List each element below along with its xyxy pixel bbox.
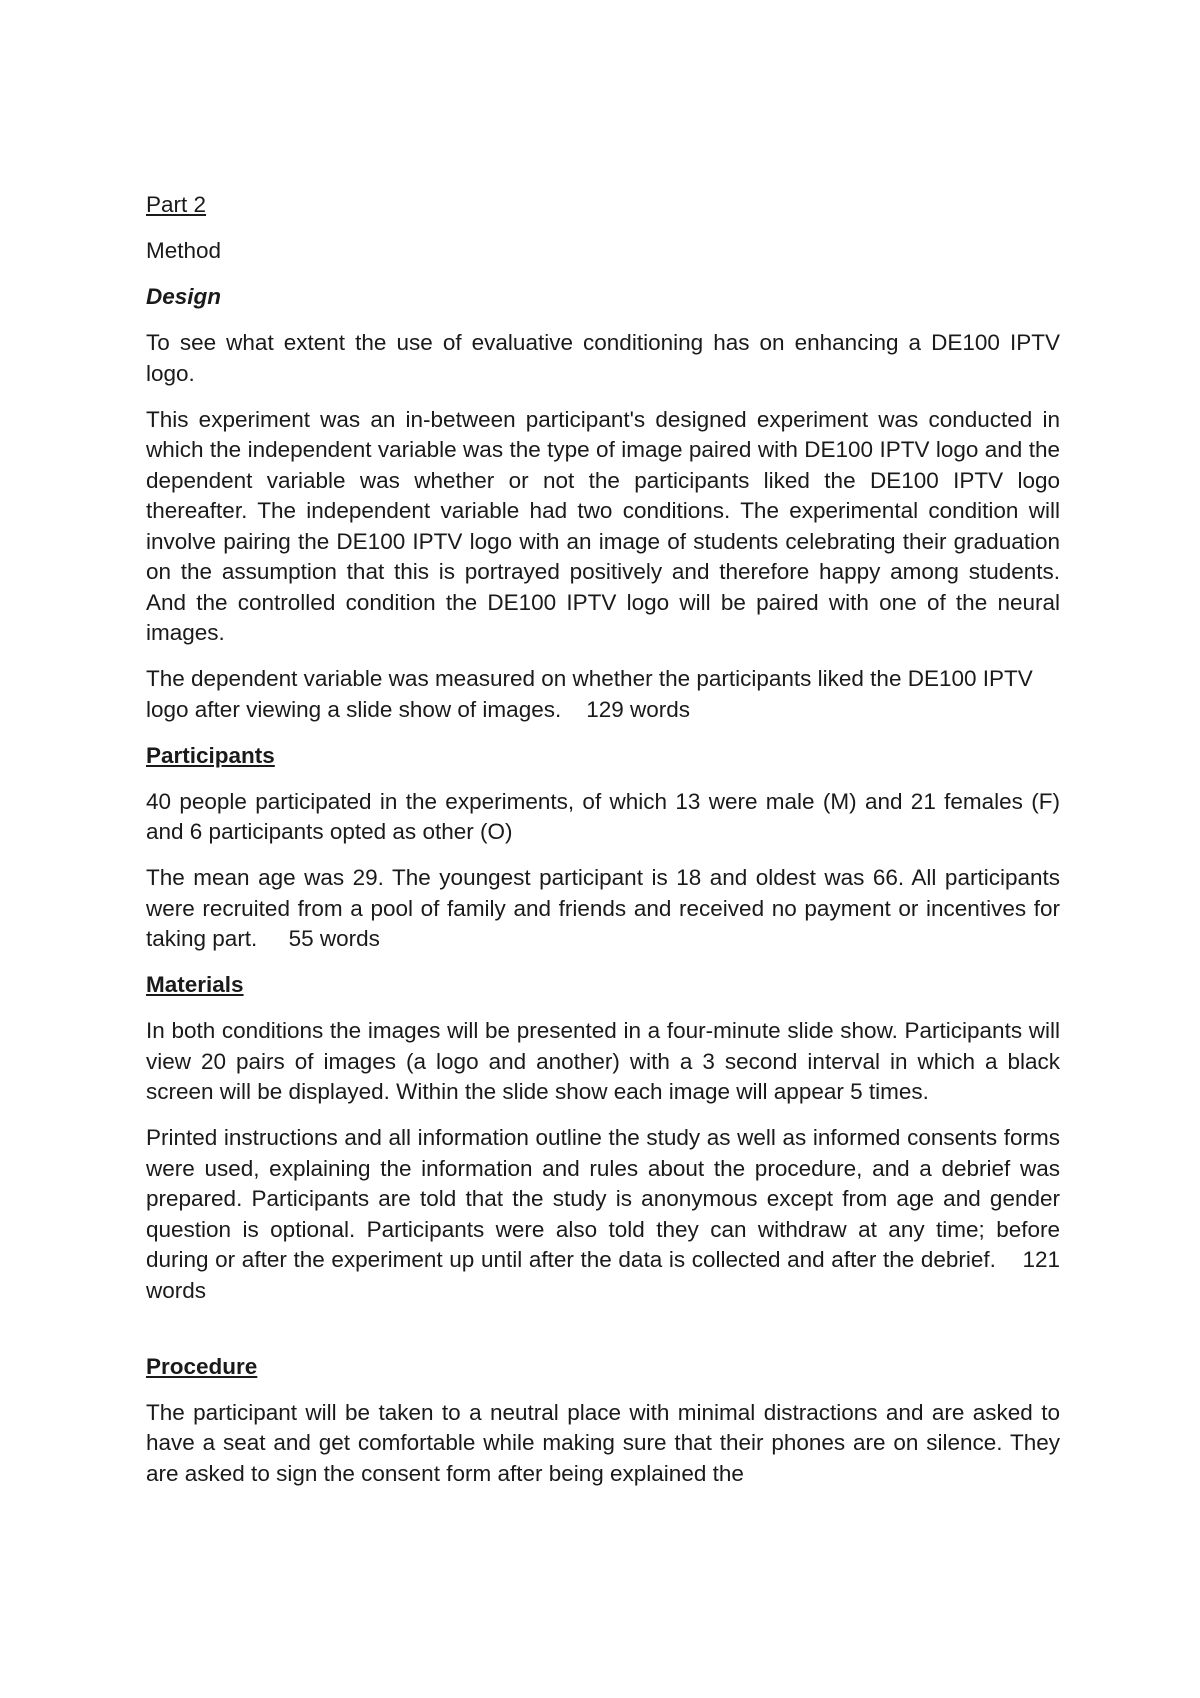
materials-heading: Materials	[146, 972, 244, 997]
design-paragraph: This experiment was an in-between participant's designed experiment was conducted in which the independent variable was the type of image paired with DE100 IPTV logo and the dependent variable was whether or not the participants liked the DE100 IPTV logo thereafter. The independent variable had two conditions. The experimental condition will involve pairing the DE100 IPTV logo with an image of students celebrating their graduation on the assumption that this is portrayed positively and therefore happy among students. And the controlled condition the DE100 IPTV logo will be paired with one of the neural images.	[146, 406, 1060, 645]
word-count: 121 words	[146, 1247, 1060, 1303]
design-heading: Design	[146, 284, 222, 309]
materials-paragraph: In both conditions the images will be presented in a four-minute slide show. Participants will view 20 pairs of images (a logo and another) with a 3 second interval in which a black screen will be displayed. Within the slide show each image will appear 5 times.	[146, 1018, 1060, 1104]
participants-paragraph: The mean age was 29. The youngest participant is 18 and oldest was 66. All participants were recruited from a pool of family and friends and received no payment or incentives for taking part. 55 words	[146, 865, 1060, 951]
design-paragraph: To see what extent the use of evaluative conditioning has on enhancing a DE100 IPTV logo.	[146, 330, 1060, 386]
participants-heading: Participants	[146, 742, 275, 768]
section-heading: Method	[146, 238, 222, 263]
participants-paragraph: 40 people participated in the experiments, of which 13 were male (M) and 21 females (F) and 6 participants opted as other (O)	[146, 788, 1060, 844]
spacer	[146, 1322, 1060, 1352]
procedure-paragraph: The participant will be taken to a neutral place with minimal distractions and are asked to have a seat and get comfortable while making sure that their phones are on silence. They are asked to sign the consent form after being explained the	[146, 1399, 1060, 1486]
document-body	[146, 190, 1060, 1505]
word-count: 129 words	[586, 696, 691, 722]
part-heading: Part 2	[146, 192, 207, 217]
design-paragraph: The dependent variable was measured on whether the participants liked the DE100 IPTV logo after viewing a slide show of images. 129 words	[146, 666, 1033, 722]
word-count: 55 words	[288, 926, 380, 951]
procedure-heading: Procedure	[146, 1353, 258, 1379]
materials-paragraph: Printed instructions and all information outline the study as well as informed consents forms were used, explaining the information and rules about the procedure, and a debrief was prepared. Participants are told that the study is anonymous except from age and gender question is optional. Participants were also told they can withdraw at any time; before during or after the experiment up until after the data is collected and after the debrief. 121 words	[146, 1125, 1060, 1303]
